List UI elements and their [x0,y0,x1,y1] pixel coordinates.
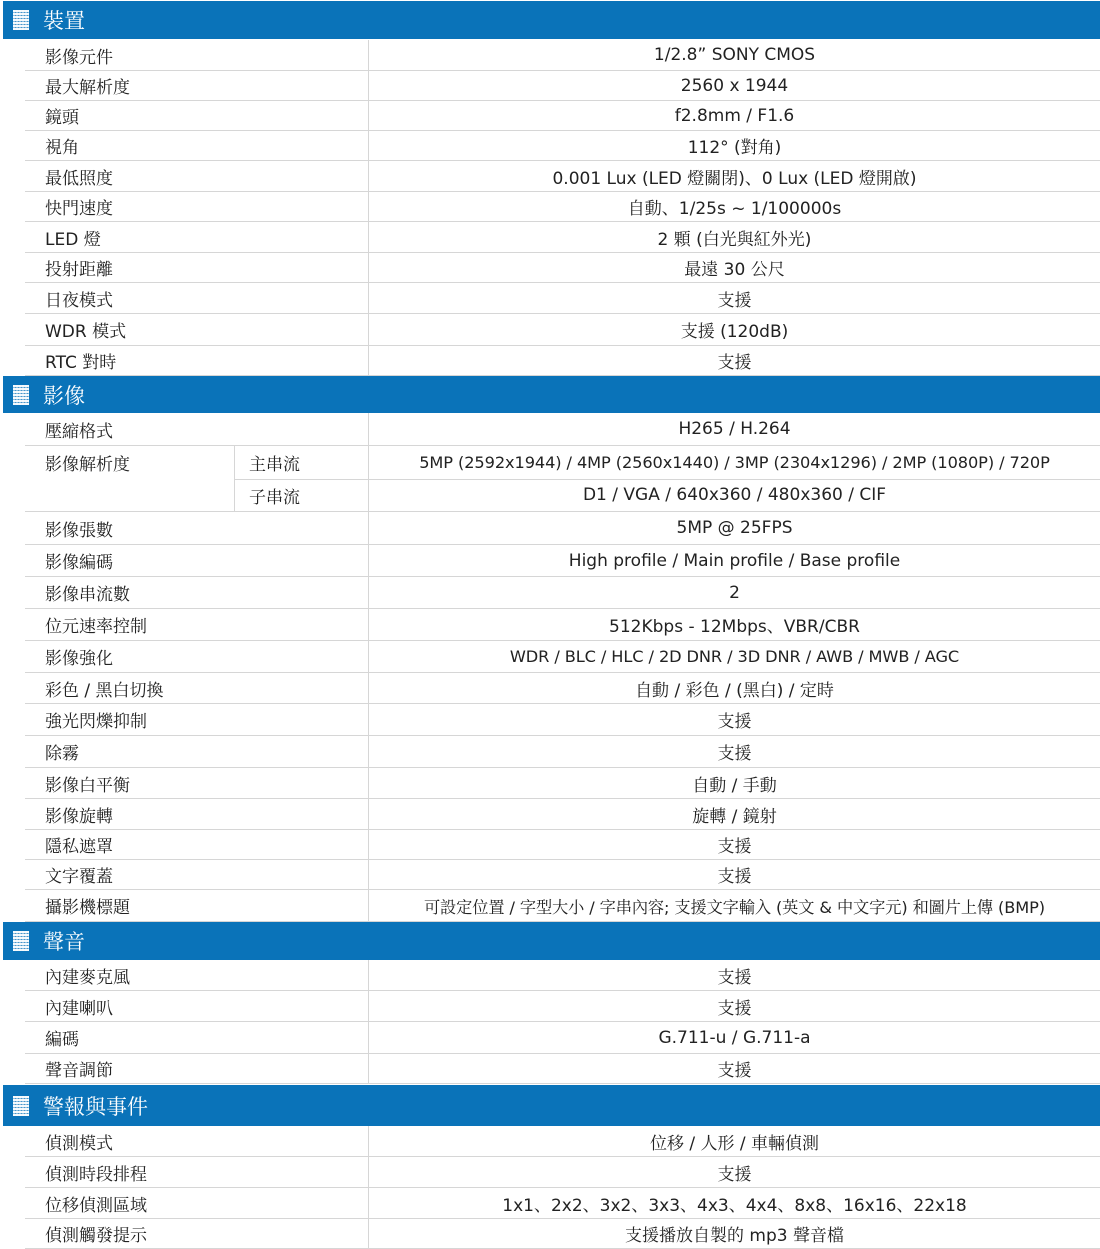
spec-label: 編碼 [45,1030,79,1050]
spec-label: 影像元件 [45,47,113,68]
spec-sublabel: 主串流 [249,455,300,475]
spec-label: 強光閃爍抑制 [45,712,147,732]
spec-value: f2.8mm / F1.6 [368,101,1100,130]
spec-label: 最低照度 [45,168,113,189]
spec-row [25,1022,1100,1054]
section-marker-icon [13,385,29,405]
spec-label: 文字覆蓋 [45,867,113,887]
spec-row [25,860,1100,890]
spec-value: 5MP @ 25FPS [368,512,1100,544]
section-title: 影像 [43,383,85,408]
spec-row [25,40,1100,71]
spec-label: 投射距離 [45,260,113,280]
spec-row [25,890,1100,922]
spec-row [25,71,1100,101]
spec-row [25,960,1100,991]
spec-value: WDR / BLC / HLC / 2D DNR / 3D DNR / AWB / MWB / AGC [368,641,1100,672]
spec-label: 除霧 [45,744,79,764]
spec-value: G.711-u / G.711-a [368,1022,1100,1053]
spec-value: 支援 [368,1157,1100,1187]
spec-row [25,704,1100,736]
spec-label: 鏡頭 [45,108,79,128]
spec-value: 支援 [368,830,1100,859]
spec-value: 1/2.8” SONY CMOS [368,40,1100,70]
section-title: 裝置 [43,9,85,33]
spec-row [25,283,1100,314]
section-header [3,1,1100,39]
spec-value: 支援 [368,736,1100,767]
spec-row [25,1188,1100,1219]
spec-row [25,545,1100,577]
spec-value: 旋轉 / 鏡射 [368,799,1100,829]
spec-value: 支援 (120dB) [368,314,1100,345]
spec-row [25,1126,1100,1157]
spec-row [25,413,1100,446]
spec-row [25,161,1100,192]
section-marker-icon [13,1096,29,1116]
spec-value: 2 顆 (白光與紅外光) [368,222,1100,252]
column-divider [234,479,235,511]
spec-label: 最大解析度 [45,78,130,98]
spec-label: 影像強化 [45,649,113,669]
spec-value: 支援 [368,1054,1100,1083]
spec-value: 位移 / 人形 / 車輛偵測 [368,1126,1100,1156]
section-header [3,1085,1100,1126]
spec-label: WDR 模式 [45,322,127,342]
section-marker-icon [13,931,29,951]
spec-label: 偵測時段排程 [45,1164,147,1185]
spec-label: 位元速率控制 [45,617,147,637]
spec-value: 0.001 Lux (LED 燈關閉)、0 Lux (LED 燈開啟) [368,161,1100,191]
spec-row [25,641,1100,673]
spec-row [25,192,1100,222]
spec-label: 日夜模式 [45,290,113,311]
spec-label: 聲音調節 [45,1061,113,1081]
spec-row [25,1219,1100,1249]
spec-row [25,991,1100,1022]
spec-row [25,131,1100,161]
spec-value: 支援 [368,960,1100,990]
spec-value: 支援 [368,991,1100,1021]
spec-label: 壓縮格式 [45,421,113,442]
spec-value: 512Kbps - 12Mbps、VBR/CBR [368,609,1100,640]
spec-row [25,346,1100,376]
spec-row [25,609,1100,641]
section-header [3,922,1100,960]
spec-label: 位移偵測區域 [45,1195,147,1216]
spec-label: 影像串流數 [45,585,130,605]
section-title: 聲音 [43,930,85,954]
spec-row [25,479,1100,512]
spec-row [25,314,1100,346]
spec-row [25,673,1100,704]
spec-value: 2 [368,577,1100,608]
spec-value: 可設定位置 / 字型大小 / 字串內容; 支援文字輸入 (英文 & 中文字元) 和圖片上傳 (BMP) [368,890,1100,921]
spec-label: 偵測觸發提示 [45,1226,147,1246]
spec-label: LED 燈 [45,229,101,250]
spec-label: 內建喇叭 [45,998,113,1019]
spec-row [25,799,1100,830]
spec-label: 影像張數 [45,520,113,541]
spec-value: 1x1、2x2、3x2、3x3、4x3、4x4、8x8、16x16、22x18 [368,1188,1100,1218]
spec-value: High profile / Main profile / Base profile [368,545,1100,576]
spec-value: 最遠 30 公尺 [368,253,1100,282]
spec-value: 自動 / 彩色 / (黑白) / 定時 [368,673,1100,703]
spec-value: 支援 [368,346,1100,375]
spec-row [25,222,1100,253]
spec-label: 視角 [45,138,79,158]
spec-label: 影像白平衡 [45,775,130,796]
spec-value: 2560 x 1944 [368,71,1100,100]
spec-row [25,446,1100,479]
section-header [3,376,1100,413]
spec-value: 112° (對角) [368,131,1100,160]
spec-value: 5MP (2592x1944) / 4MP (2560x1440) / 3MP (2304x1296) / 2MP (1080P) / 720P [368,446,1100,479]
spec-label: RTC 對時 [45,353,117,373]
spec-row [25,736,1100,768]
spec-value: 自動 / 手動 [368,768,1100,798]
column-divider [234,446,235,479]
spec-row [25,101,1100,131]
spec-value: 自動、1/25s ~ 1/100000s [368,192,1100,221]
section-title: 警報與事件 [43,1094,148,1119]
spec-row [25,577,1100,609]
spec-label: 攝影機標題 [45,898,130,918]
spec-label: 隱私遮罩 [45,837,113,857]
spec-label: 影像旋轉 [45,806,113,827]
spec-label: 快門速度 [45,199,113,219]
spec-value: 支援 [368,860,1100,889]
spec-row [25,512,1100,545]
spec-row [25,830,1100,860]
spec-value: D1 / VGA / 640x360 / 480x360 / CIF [368,479,1100,511]
spec-value: H265 / H.264 [368,413,1100,445]
spec-label: 偵測模式 [45,1133,113,1154]
spec-value: 支援 [368,283,1100,313]
spec-value: 支援播放自製的 mp3 聲音檔 [368,1219,1100,1248]
spec-label: 影像解析度 [45,455,130,475]
section-marker-icon [13,10,29,30]
spec-row [25,768,1100,799]
spec-row [25,1054,1100,1084]
spec-label: 彩色 / 黑白切換 [45,680,164,701]
spec-label: 影像編碼 [45,553,113,573]
spec-value: 支援 [368,704,1100,735]
spec-row [25,253,1100,283]
spec-row [25,1157,1100,1188]
spec-sublabel: 子串流 [249,487,300,508]
spec-label: 內建麥克風 [45,967,130,988]
